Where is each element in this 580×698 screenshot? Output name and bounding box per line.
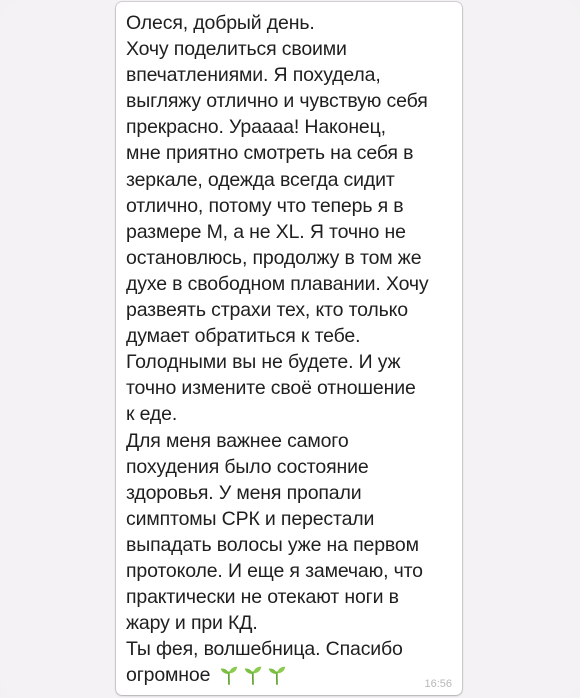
message-line: духе в свободном плавании. Хочу bbox=[126, 272, 429, 295]
message-line: практически не отекают ноги в bbox=[126, 586, 399, 609]
message-timestamp: 16:56 bbox=[424, 678, 452, 690]
message-line: развеять страхи тех, кто только bbox=[126, 299, 408, 322]
message-line: Голодными вы не будете. И уж bbox=[126, 351, 401, 374]
message-line: к еде. bbox=[126, 403, 178, 426]
message-line: Хочу поделиться своими bbox=[126, 38, 347, 61]
message-line: точно измените своё отношение bbox=[126, 377, 416, 400]
message-line: похудения было состояние bbox=[126, 455, 369, 478]
seedling-icon bbox=[218, 664, 240, 686]
message-line: мне приятно смотреть на себя в bbox=[126, 142, 414, 165]
message-line: Олеся, добрый день. bbox=[126, 12, 315, 34]
message-last-line-text: огромное bbox=[126, 664, 211, 687]
message-line: прекрасно. Ураааа! Наконец, bbox=[126, 116, 386, 139]
message-line: остановлюсь, продолжу в том же bbox=[126, 246, 422, 269]
message-line: впечатлениями. Я похудела, bbox=[126, 64, 381, 87]
message-line: выпадать волосы уже на первом bbox=[126, 533, 419, 556]
seedling-icon bbox=[266, 664, 288, 686]
message-line: размере М, а не XL. Я точно не bbox=[126, 220, 406, 243]
message-line: думает обратиться к тебе. bbox=[126, 325, 361, 348]
message-line: Ты фея, волшебница. Спасибо bbox=[126, 638, 403, 661]
message-line: жару и при КД. bbox=[126, 612, 258, 635]
message-line: выгляжу отлично и чувствую себя bbox=[126, 90, 428, 113]
message-bubble[interactable] bbox=[116, 2, 462, 695]
message-line: протоколе. И еще я замечаю, что bbox=[126, 559, 423, 582]
message-line: Для меня важнее самого bbox=[126, 429, 349, 452]
message-line: отлично, потому что теперь я в bbox=[126, 194, 404, 217]
message-line: симптомы СРК и перестали bbox=[126, 507, 375, 530]
seedling-icon bbox=[242, 664, 264, 686]
message-line: здоровья. У меня пропали bbox=[126, 481, 362, 504]
message-line: зеркале, одежда всегда сидит bbox=[126, 168, 395, 191]
message-text bbox=[126, 10, 460, 688]
message-last-line bbox=[126, 662, 460, 688]
